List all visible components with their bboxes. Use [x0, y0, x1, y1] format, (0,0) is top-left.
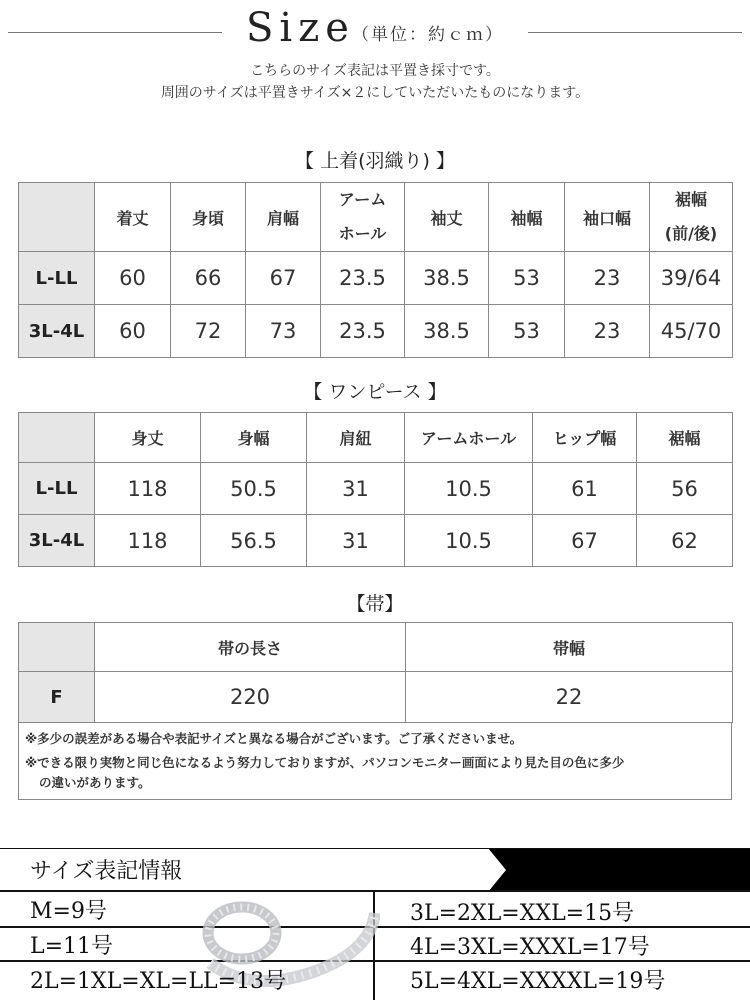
obi-title: 【帯】: [346, 593, 404, 615]
table-cell: 31: [307, 463, 405, 515]
table-cell: 53: [489, 305, 565, 358]
table-cell: 118: [95, 515, 201, 567]
table-cell: 38.5: [405, 305, 489, 358]
table-row: [19, 305, 733, 358]
header-note-1: こちらのサイズ表記は平置き採寸です。: [250, 63, 500, 79]
header-cell: 袖丈: [405, 183, 489, 252]
header-cell: 袖幅: [489, 183, 565, 252]
size-info-left-2: L=11号: [30, 934, 114, 959]
corner-cell: [19, 413, 95, 463]
header-line-right: [528, 32, 742, 33]
table-cell: 38.5: [405, 252, 489, 305]
obi-note-2: ※できる限り実物と同じ色になるよう努力しておりますが、パソコンモニター画面により見た目の色に多少: [25, 755, 625, 770]
table-cell: 23.5: [321, 305, 405, 358]
onepiece-title: 【 ワンピース 】: [303, 381, 447, 403]
header-line-left: [8, 32, 222, 33]
header-cell: 肩幅: [246, 183, 321, 252]
header-note-2: 周囲のサイズは平置きサイズ×２にしていただいたものになります。: [160, 85, 590, 101]
row-label: L-LL: [19, 252, 95, 305]
row-label: L-LL: [19, 463, 95, 515]
header-cell: ヒップ幅: [533, 413, 637, 463]
table-cell: 62: [637, 515, 733, 567]
size-info-right-3: 5L=4XL=XXXXL=19号: [410, 969, 666, 994]
header-cell: 身丈: [95, 413, 201, 463]
size-info-right-2: 4L=3XL=XXXL=17号: [410, 935, 650, 960]
header-cell: 帯幅: [406, 623, 733, 672]
header-cell: 肩紐: [307, 413, 405, 463]
size-info-right-1: 3L=2XL=XXL=15号: [410, 901, 635, 926]
table-row: [19, 252, 733, 305]
table-cell: 10.5: [405, 463, 533, 515]
table-row: [19, 515, 733, 567]
table-cell: 23: [565, 252, 650, 305]
table-cell: 56: [637, 463, 733, 515]
size-info-title: サイズ表記情報: [30, 859, 183, 884]
table-cell: 220: [95, 672, 406, 723]
table-cell: 67: [533, 515, 637, 567]
table-cell: 23.5: [321, 252, 405, 305]
header-cell: 帯の長さ: [95, 623, 406, 672]
table-cell: 31: [307, 515, 405, 567]
table-cell: 60: [95, 252, 171, 305]
jacket-title: 【 上着(羽織り) 】: [295, 150, 455, 172]
header-cell: 裾幅: [637, 413, 733, 463]
size-title: Size: [246, 5, 355, 51]
table-cell: 56.5: [201, 515, 307, 567]
table-cell: 61: [533, 463, 637, 515]
table-cell: 23: [565, 305, 650, 358]
table-cell: 39/64: [650, 252, 733, 305]
header-cell-line: ホール: [338, 224, 387, 243]
table-cell: 118: [95, 463, 201, 515]
row-label: F: [19, 672, 95, 723]
row-label: 3L-4L: [19, 515, 95, 567]
table-row: [19, 463, 733, 515]
header-cell: 袖口幅: [565, 183, 650, 252]
size-info-left-1: M=9号: [30, 899, 107, 924]
obi-note-3: の違いがあります。: [39, 775, 151, 790]
corner-cell: [19, 183, 95, 252]
obi-notes-box: [18, 722, 732, 800]
table-cell: 72: [171, 305, 246, 358]
header-cell: [321, 183, 405, 252]
table-cell: 50.5: [201, 463, 307, 515]
obi-note-1: ※多少の誤差がある場合や表記サイズと異なる場合がございます。ご了承くださいませ。: [25, 731, 523, 746]
info-divider: [0, 890, 750, 892]
obi-table: [18, 622, 733, 723]
size-info-left-3: 2L=1XL=XL=LL=13号: [30, 969, 287, 994]
header-cell-line: アーム: [338, 190, 387, 209]
table-cell: 45/70: [650, 305, 733, 358]
table-header-row: [19, 413, 733, 463]
header-cell-line: (前/後): [664, 224, 718, 243]
header-cell-line: 裾幅: [674, 190, 707, 209]
table-cell: 10.5: [405, 515, 533, 567]
onepiece-table: [18, 412, 733, 567]
table-header-row: [19, 623, 733, 672]
header-cell: アームホール: [405, 413, 533, 463]
corner-cell: [19, 623, 95, 672]
table-cell: 66: [171, 252, 246, 305]
table-cell: 53: [489, 252, 565, 305]
header-cell: [650, 183, 733, 252]
header-cell: 身幅: [201, 413, 307, 463]
table-row: [19, 672, 733, 723]
table-cell: 67: [246, 252, 321, 305]
size-unit: （単位：約ｃｍ）: [352, 25, 504, 45]
table-cell: 73: [246, 305, 321, 358]
header-cell: 着丈: [95, 183, 171, 252]
table-cell: 60: [95, 305, 171, 358]
jacket-table: [18, 182, 733, 358]
table-cell: 22: [406, 672, 733, 723]
row-label: 3L-4L: [19, 305, 95, 358]
header-cell: 身頃: [171, 183, 246, 252]
table-header-row: [19, 183, 733, 252]
